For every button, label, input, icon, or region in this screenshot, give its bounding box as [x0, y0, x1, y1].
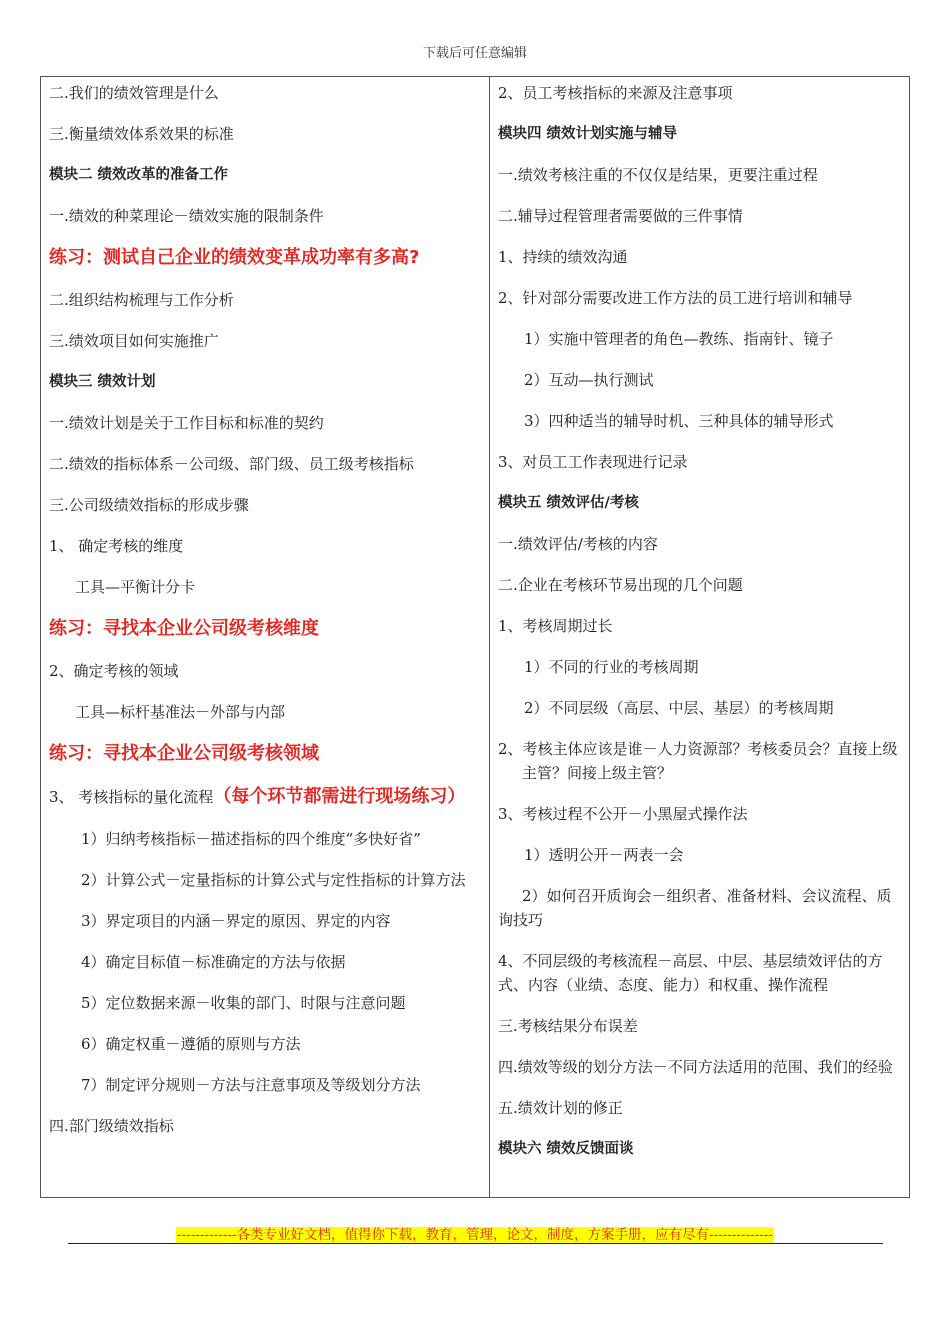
exercise-note: 练习：测试自己企业的绩效变革成功率有多高? — [49, 247, 420, 268]
outline-item — [49, 784, 481, 810]
outline-item: 五.绩效计划的修正 — [498, 1099, 623, 1117]
outline-item: 二.组织结构梳理与工作分析 — [49, 291, 234, 309]
outline-item-text: 3、 考核指标的量化流程 — [49, 788, 214, 806]
outline-subitem: 2）不同层级（高层、中层、基层）的考核周期 — [524, 699, 834, 717]
outline-item: 三.考核结果分布误差 — [498, 1017, 638, 1035]
outline-subitem: 2）互动—执行测试 — [524, 371, 654, 389]
module-heading: 模块四 绩效计划实施与辅导 — [498, 126, 678, 142]
outline-subitem: 4）确定目标值－标准确定的方法与依据 — [81, 953, 346, 971]
outline-subitem: 7）制定评分规则－方法与注意事项及等级划分方法 — [81, 1076, 421, 1094]
footer-rule — [68, 1243, 883, 1244]
outline-subitem: 1）透明公开－两表一会 — [524, 846, 684, 864]
outline-item: 2、员工考核指标的来源及注意事项 — [498, 84, 733, 102]
outline-item: 四.绩效等级的划分方法－不同方法适用的范围、我们的经验 — [498, 1058, 893, 1076]
module-heading: 模块六 绩效反馈面谈 — [498, 1141, 634, 1157]
outline-subitem: 3）四种适当的辅导时机、三种具体的辅导形式 — [524, 412, 834, 430]
page-header: 下载后可任意编辑 — [422, 46, 527, 61]
footer-banner — [0, 1223, 950, 1243]
outline-item: 2、考核主体应该是谁－人力资源部？考核委员会？直接上级主管？间接上级主管？ — [498, 740, 898, 782]
outline-table — [40, 76, 910, 1198]
outline-item: 二.绩效的指标体系－公司级、部门级、员工级考核指标 — [49, 455, 414, 473]
outline-item: 一.绩效考核注重的不仅仅是结果，更要注重过程 — [498, 166, 818, 184]
outline-item: 2、针对部分需要改进工作方法的员工进行培训和辅导 — [498, 289, 853, 307]
module-heading: 模块五 绩效评估/考核 — [498, 495, 639, 511]
outline-item: 4、不同层级的考核流程－高层、中层、基层绩效评估的方式、内容（业绩、态度、能力）和权重、操作流程 — [498, 952, 883, 994]
module-heading: 模块二 绩效改革的准备工作 — [49, 167, 229, 183]
outline-subitem: 6）确定权重－遵循的原则与方法 — [81, 1035, 301, 1053]
outline-subitem: 5）定位数据来源－收集的部门、时限与注意问题 — [81, 994, 406, 1012]
exercise-note: 练习：寻找本企业公司级考核领域 — [49, 743, 319, 764]
outline-subitem: 工具—平衡计分卡 — [75, 578, 196, 596]
outline-item: 一.绩效计划是关于工作目标和标准的契约 — [49, 414, 324, 432]
outline-subitem: 工具—标杆基准法－外部与内部 — [75, 703, 286, 721]
outline-item: 三.绩效项目如何实施推广 — [49, 332, 219, 350]
footer-text: -------------各类专业好文档，值得你下载，教育，管理，论文，制度，方案手册，应有尽有-------------- — [177, 1227, 773, 1243]
outline-item: 3、对员工工作表现进行记录 — [498, 453, 688, 471]
outline-subitem: 1）不同的行业的考核周期 — [524, 658, 699, 676]
outline-subitem: 3）界定项目的内涵－界定的原因、界定的内容 — [81, 912, 391, 930]
outline-item: 二.企业在考核环节易出现的几个问题 — [498, 576, 743, 594]
outline-item: 一.绩效的种菜理论－绩效实施的限制条件 — [49, 207, 324, 225]
outline-item: 三.衡量绩效体系效果的标准 — [49, 125, 234, 143]
outline-subitem: 1）实施中管理者的角色—教练、指南针、镜子 — [524, 330, 834, 348]
left-column — [41, 77, 490, 1197]
right-column — [490, 77, 909, 1197]
exercise-note: 练习：寻找本企业公司级考核维度 — [49, 618, 319, 639]
outline-item: 2、确定考核的领域 — [49, 662, 179, 680]
outline-item: 二.辅导过程管理者需要做的三件事情 — [498, 207, 743, 225]
outline-item: 1、 确定考核的维度 — [49, 537, 184, 555]
outline-item: 1、持续的绩效沟通 — [498, 248, 628, 266]
outline-item: 四.部门级绩效指标 — [49, 1117, 174, 1135]
outline-subitem: 2）计算公式－定量指标的计算公式与定性指标的计算方法 — [81, 871, 466, 889]
outline-item: 二.我们的绩效管理是什么 — [49, 84, 219, 102]
exercise-note: （每个环节都需进行现场练习） — [213, 786, 466, 807]
outline-item: 3、考核过程不公开－小黑屋式操作法 — [498, 805, 748, 823]
outline-item: 三.公司级绩效指标的形成步骤 — [49, 496, 249, 514]
outline-item: 一.绩效评估/考核的内容 — [498, 535, 658, 553]
module-heading: 模块三 绩效计划 — [49, 374, 156, 390]
outline-item: 1、考核周期过长 — [498, 617, 613, 635]
outline-subitem: 1）归纳考核指标－描述指标的四个维度“多快好省” — [81, 830, 421, 848]
outline-subitem: 2）如何召开质询会－组织者、准备材料、会议流程、质询技巧 — [498, 887, 892, 929]
